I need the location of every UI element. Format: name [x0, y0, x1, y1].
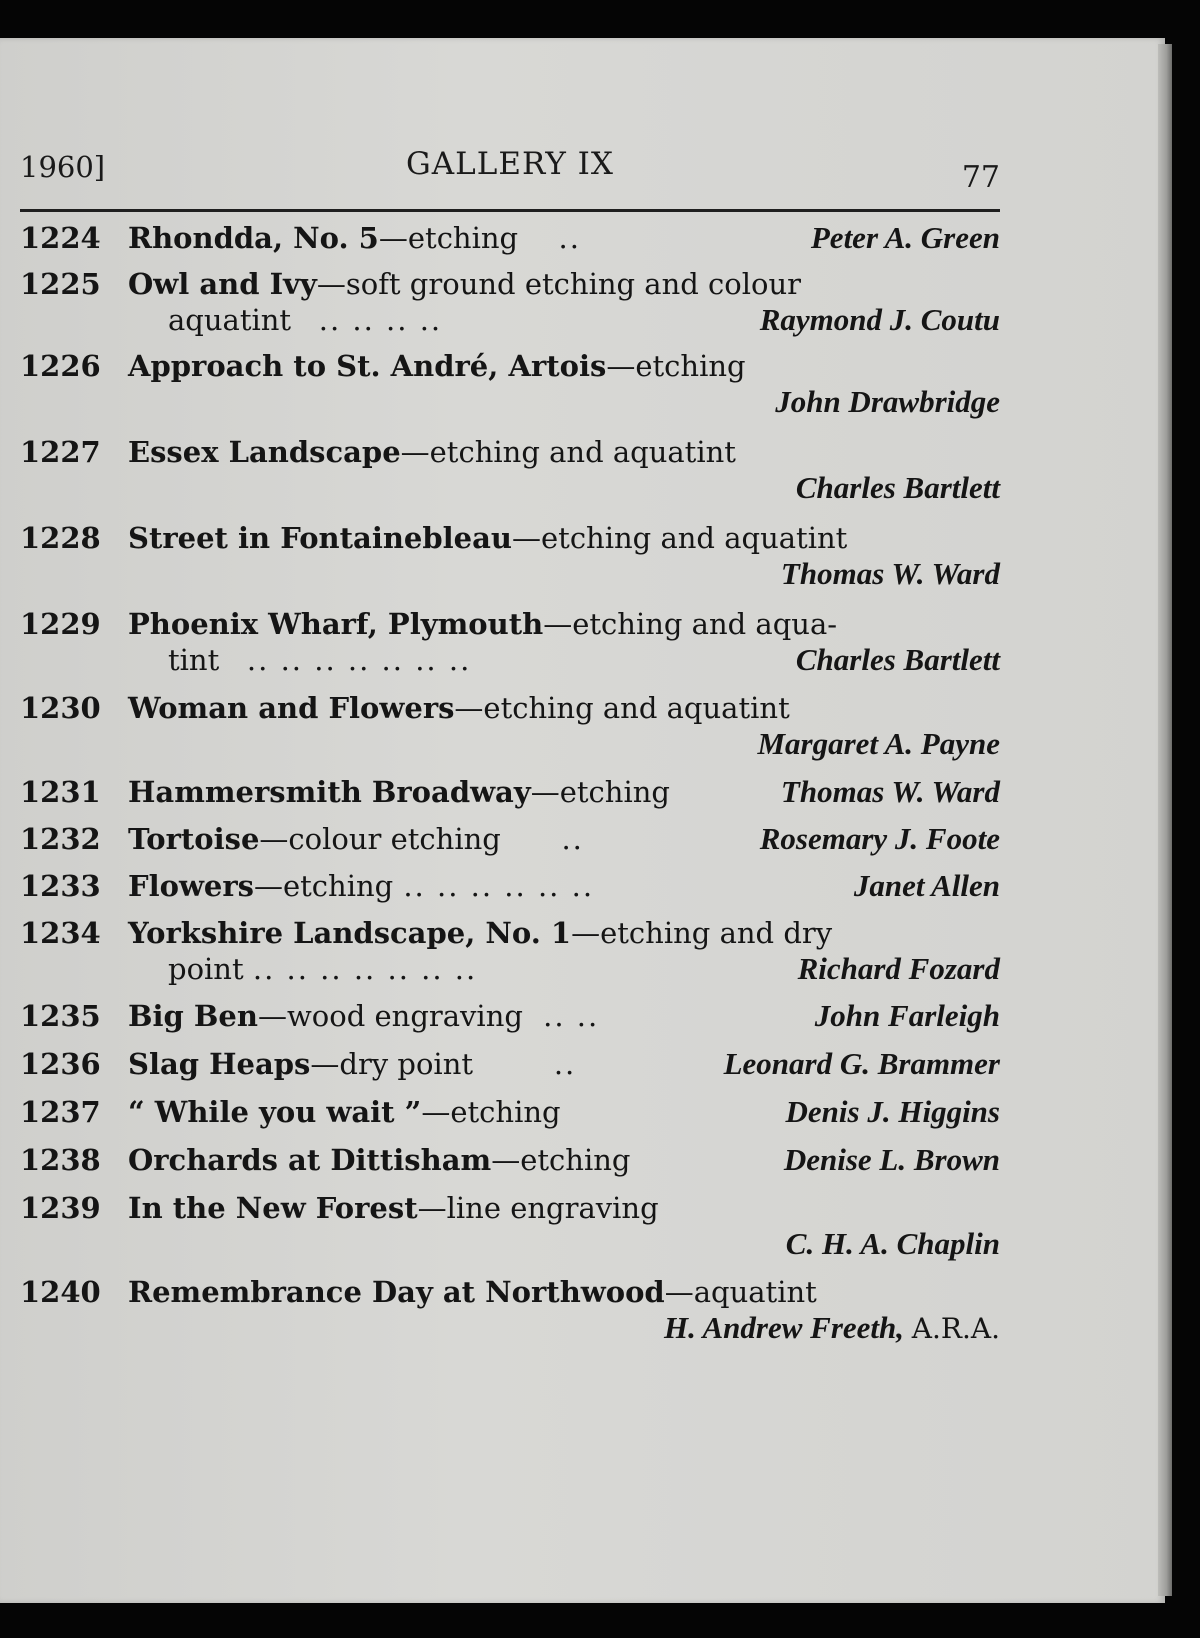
header-year: 1960]: [20, 150, 106, 184]
entry-number: 1238: [20, 1143, 101, 1177]
entry-artist-suffix: A.R.A.: [911, 1312, 1000, 1345]
entry-artist: Charles Bartlett: [795, 642, 1000, 677]
entry-line: [20, 1094, 1000, 1130]
entry-number: 1228: [20, 521, 101, 555]
entry-title: Rhondda, No. 5: [128, 221, 379, 255]
catalogue-entry: [20, 520, 1000, 592]
entry-medium: —line engraving: [417, 1191, 659, 1225]
leader-dots: ..: [558, 221, 581, 255]
entry-medium: —soft ground etching and colour: [316, 267, 802, 301]
entry-title: Street in Fontainebleau: [128, 521, 512, 555]
entry-number: 1230: [20, 691, 101, 725]
entry-medium: —etching: [421, 1095, 561, 1129]
entry-line: [20, 690, 1000, 726]
entry-title: Big Ben: [128, 999, 258, 1033]
entry-title-line: [128, 434, 736, 470]
entry-title: Essex Landscape: [128, 435, 401, 469]
entry-line: [20, 1226, 1000, 1262]
entry-medium: —dry point: [310, 1047, 474, 1081]
entry-line: [20, 1310, 1000, 1346]
header-title: GALLERY IX: [406, 146, 614, 182]
entry-artist: John Farleigh: [814, 998, 1000, 1033]
entry-number: 1229: [20, 607, 101, 641]
entry-line: [20, 266, 1000, 302]
entry-number: 1237: [20, 1095, 101, 1129]
entry-line: [20, 998, 1000, 1034]
header-rule: [20, 209, 1000, 212]
entry-medium: —colour etching: [259, 822, 501, 856]
catalogue-entry: [20, 266, 1000, 338]
entry-line: [20, 774, 1000, 810]
entry-artist: Janet Allen: [853, 868, 1000, 903]
leader-dots: .. ..: [543, 999, 600, 1033]
entry-line: [20, 470, 1000, 506]
entry-title-line: [128, 348, 746, 384]
entry-title-line: [128, 915, 832, 951]
entry-artist: Rosemary J. Foote: [759, 821, 1000, 856]
entry-title: Yorkshire Landscape, No. 1: [128, 916, 572, 950]
catalogue-entries: [20, 220, 1000, 1346]
entry-title-line: [128, 266, 801, 302]
entry-continuation: aquatint: [168, 303, 292, 337]
entry-artist: C. H. A. Chaplin: [785, 1226, 1000, 1261]
entry-medium: —etching and aqua-: [543, 607, 838, 641]
entry-medium: —etching: [606, 349, 746, 383]
entry-title-line: [128, 220, 581, 256]
catalogue-entry: [20, 868, 1000, 904]
entry-title-line: [128, 1274, 817, 1310]
entry-title-line: [128, 1046, 576, 1082]
catalogue-entry: [20, 348, 1000, 420]
entry-number: 1224: [20, 221, 101, 255]
entry-title-line: [128, 606, 837, 642]
entry-number: 1233: [20, 869, 101, 903]
catalogue-entry: [20, 821, 1000, 857]
entry-title-line: [128, 1094, 561, 1130]
entry-line: [20, 821, 1000, 857]
page-edge: [1158, 44, 1172, 1596]
entry-continuation-line: [168, 302, 442, 338]
entry-title-line: [128, 520, 847, 556]
entry-line: [20, 348, 1000, 384]
entry-title: In the New Forest: [128, 1191, 418, 1225]
entry-title: “ While you wait ”: [128, 1095, 422, 1129]
catalogue-entry: [20, 1274, 1000, 1346]
entry-number: 1235: [20, 999, 101, 1033]
entry-line: [20, 642, 1000, 678]
entry-medium: —etching and aquatint: [400, 435, 736, 469]
entry-title: Flowers: [128, 869, 254, 903]
entry-artist: Thomas W. Ward: [780, 556, 1000, 591]
entry-medium: —wood engraving: [257, 999, 523, 1033]
entry-title: Slag Heaps: [128, 1047, 311, 1081]
catalogue-entry: [20, 915, 1000, 987]
entry-artist: Richard Fozard: [797, 951, 1000, 986]
catalogue-entry: [20, 690, 1000, 762]
entry-line: [20, 1190, 1000, 1226]
entry-number: 1240: [20, 1275, 101, 1309]
catalogue-entry: [20, 1046, 1000, 1082]
entry-medium: —aquatint: [664, 1275, 817, 1309]
entry-artist: Raymond J. Coutu: [759, 302, 1000, 337]
entry-title: Woman and Flowers: [128, 691, 455, 725]
entry-title: Phoenix Wharf, Plymouth: [128, 607, 544, 641]
entry-continuation: point: [168, 952, 244, 986]
entry-artist: Leonard G. Brammer: [723, 1046, 1000, 1081]
catalogue-entry: [20, 1094, 1000, 1130]
page-header: [20, 142, 1000, 195]
entry-line: [20, 915, 1000, 951]
catalogue-entry: [20, 1142, 1000, 1178]
entry-title-line: [128, 690, 790, 726]
header-page-number: 77: [961, 160, 1000, 195]
entry-continuation: tint: [168, 643, 220, 677]
entry-line: [20, 1142, 1000, 1178]
entry-number: 1227: [20, 435, 101, 469]
entry-title-line: [128, 868, 594, 904]
entry-title-line: [128, 821, 584, 857]
entry-artist: Thomas W. Ward: [780, 774, 1000, 809]
entry-artist-name: H. Andrew Freeth,: [664, 1310, 905, 1345]
entry-title-line: [128, 1190, 659, 1226]
entry-title: Remembrance Day at Northwood: [128, 1275, 665, 1309]
entry-title: Owl and Ivy: [128, 267, 317, 301]
leader-dots: .. .. .. .. .. .. ..: [252, 952, 478, 986]
entry-line: [20, 302, 1000, 338]
entry-medium: —etching and aquatint: [512, 521, 848, 555]
entry-artist: [664, 1310, 1000, 1347]
entry-line: [20, 1046, 1000, 1082]
entry-line: [20, 951, 1000, 987]
entry-title-line: [128, 1142, 630, 1178]
leader-dots: .. .. .. .. .. ..: [403, 869, 595, 903]
leader-dots: ..: [553, 1047, 577, 1081]
entry-artist: Peter A. Green: [810, 220, 1000, 255]
entry-artist: John Drawbridge: [775, 384, 1000, 419]
entry-title: Approach to St. André, Artois: [128, 349, 607, 383]
catalogue-entry: [20, 220, 1000, 256]
entry-number: 1234: [20, 916, 101, 950]
entry-artist: Charles Bartlett: [795, 470, 1000, 505]
entry-number: 1236: [20, 1047, 101, 1081]
entry-title: Orchards at Dittisham: [128, 1143, 492, 1177]
entry-line: [20, 434, 1000, 470]
catalogue-entry: [20, 774, 1000, 810]
entry-line: [20, 606, 1000, 642]
entry-medium: —etching: [378, 221, 519, 255]
entry-artist: Margaret A. Payne: [757, 726, 1000, 761]
entry-medium: —etching and dry: [571, 916, 833, 950]
entry-number: 1231: [20, 775, 101, 809]
entry-medium: —etching: [530, 775, 670, 809]
entry-title-line: [128, 774, 670, 810]
leader-dots: .. .. .. .. .. .. ..: [246, 643, 472, 677]
entry-medium: —etching and aquatint: [454, 691, 790, 725]
entry-number: 1226: [20, 349, 101, 383]
entry-title: Tortoise: [128, 822, 260, 856]
entry-title-line: [128, 998, 599, 1034]
entry-continuation-line: [168, 951, 477, 987]
entry-line: [20, 868, 1000, 904]
entry-line: [20, 384, 1000, 420]
entry-medium: —etching: [253, 869, 394, 903]
entry-artist: Denis J. Higgins: [785, 1094, 1000, 1129]
entry-title: Hammersmith Broadway: [128, 775, 531, 809]
entry-line: [20, 520, 1000, 556]
entry-line: [20, 1274, 1000, 1310]
entry-line: [20, 220, 1000, 256]
catalogue-entry: [20, 998, 1000, 1034]
entry-artist: Denise L. Brown: [783, 1142, 1000, 1177]
leader-dots: .. .. .. ..: [318, 303, 443, 337]
entry-number: 1232: [20, 822, 101, 856]
leader-dots: ..: [561, 822, 584, 856]
entry-number: 1225: [20, 267, 101, 301]
entry-line: [20, 556, 1000, 592]
catalogue-entry: [20, 1190, 1000, 1262]
entry-number: 1239: [20, 1191, 101, 1225]
entry-continuation-line: [168, 642, 471, 678]
entry-line: [20, 726, 1000, 762]
entry-medium: —etching: [491, 1143, 631, 1177]
catalogue-entry: [20, 434, 1000, 506]
catalogue-entry: [20, 606, 1000, 678]
